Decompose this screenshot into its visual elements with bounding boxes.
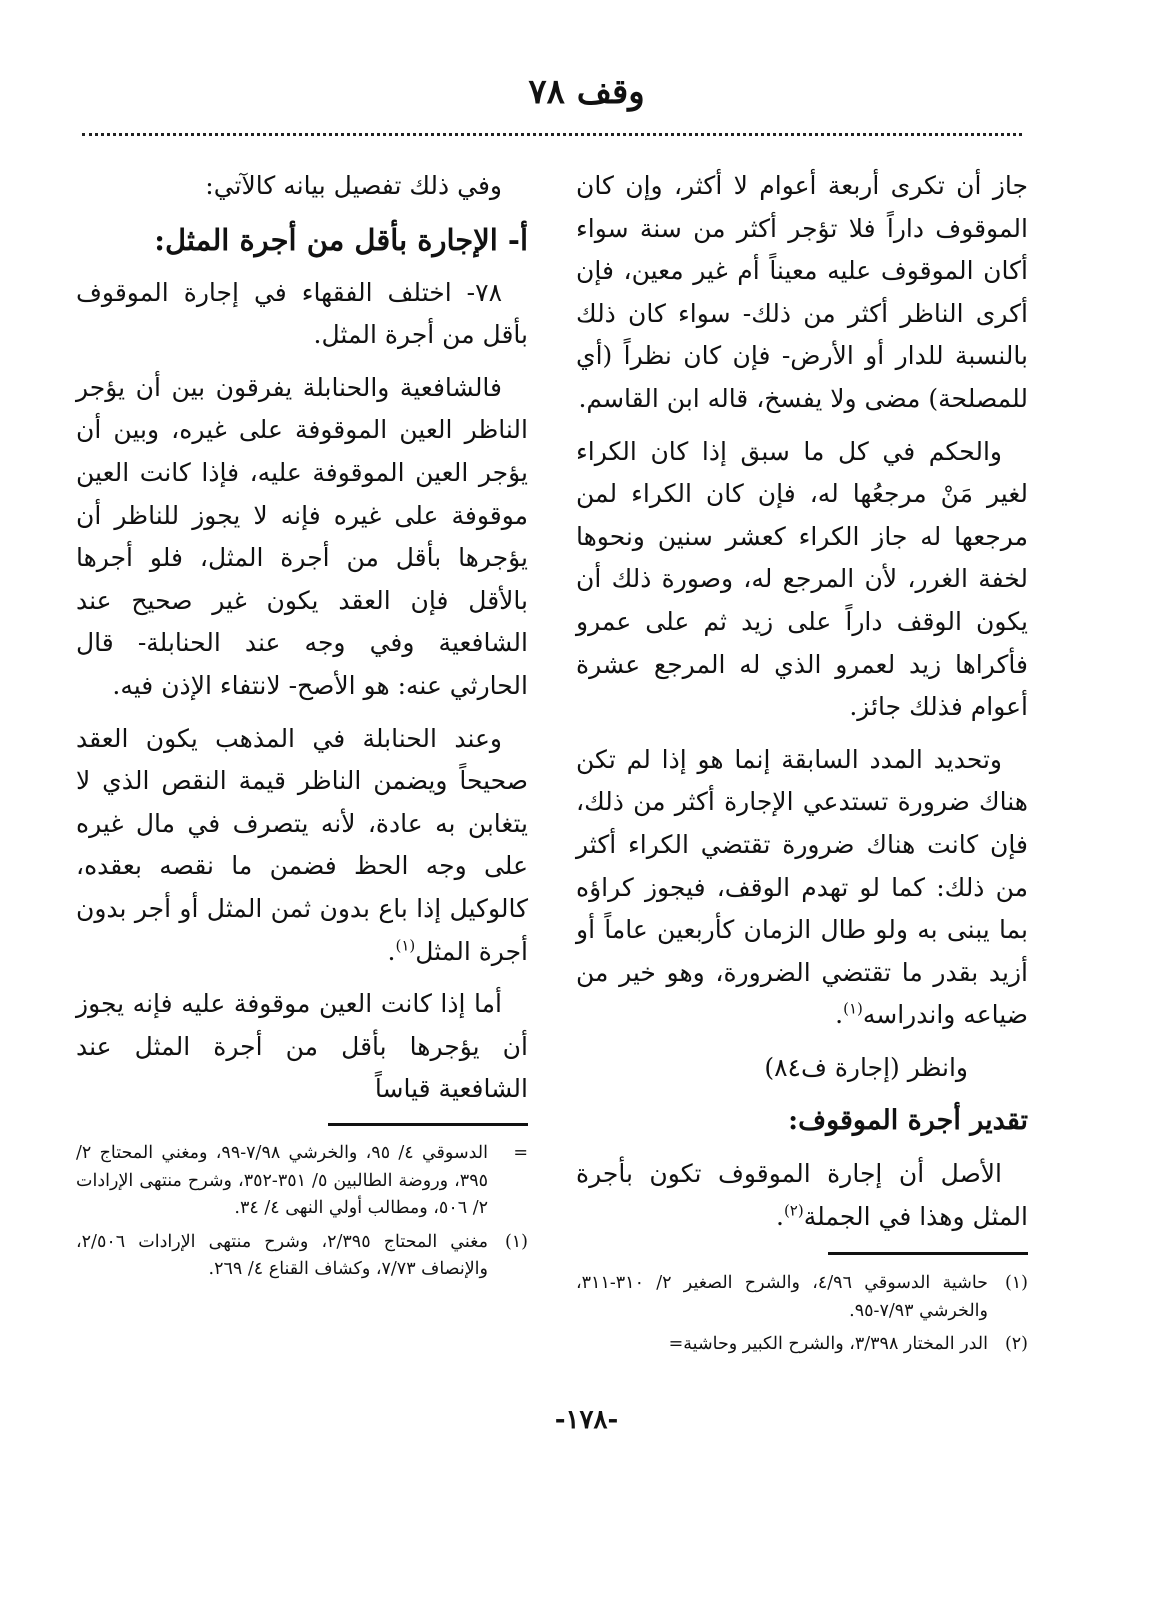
paragraph <box>76 718 528 974</box>
footnote-marker: (١) <box>504 1231 528 1252</box>
section-subheading: تقدير أجرة الموقوف: <box>788 1105 1028 1137</box>
paragraph: وتحديد المدد السابقة إنما هو إذا لم تكن هناك ضرورة تستدعي الإجارة أكثر من ذلك، فإن كانت هناك ضرورة تقتضي الكراء أكثر من ذلك: كما لو تهدم الوقف، فيجوز كراؤه بما يبنى به ولو طال الزمان كأربعين عاماً أو أزيد بقدر ما تقتضي الضرورة، وهو خير من ضياعه واندراسه$^{(١)}$. <box>576 744 1028 1030</box>
footnote <box>76 1229 528 1284</box>
paragraph: ٧٨- اختلف الفقهاء في إجارة الموقوف بأقل من أجرة المثل. <box>76 277 528 350</box>
left-footnotes <box>76 1140 528 1290</box>
right-column <box>576 165 1028 1249</box>
right-footnotes <box>576 1270 1028 1365</box>
page-header-title: وقف ٧٨ <box>528 72 645 112</box>
footnote-marker: (١) <box>1004 1273 1028 1293</box>
paragraph-text: الأصل أن إجارة الموقوف تكون بأجرة المثل وهذا في الجملة <box>576 1159 1028 1232</box>
footnote-text: حاشية الدسوقي ٤/٩٦، والشرح الصغير ٢/ ٣١٠-٣١١، والخرشي ٧/٩٣-٩٥. <box>576 1273 989 1321</box>
paragraph: وانظر (إجارة ف٨٤) <box>764 1052 968 1082</box>
footnote-ref[interactable]: (١) <box>395 936 416 955</box>
paragraph: والحكم في كل ما سبق إذا كان الكراء لغير مَنْ مرجعُها له، فإن كان الكراء لمن مرجعها له جاز الكراء كعشر سنين ونحوها لخفة الغرر، لأن المرجع له، وصورة ذلك أن يكون الوقف داراً على زيد ثم على عمرو فأكراها زيد لعمرو الذي له المرجع عشرة أعوام فذلك جائز. <box>576 436 1028 722</box>
left-column <box>76 165 528 1121</box>
paragraph: أما إذا كانت العين موقوفة عليه فإنه يجوز أن يؤجرها بأقل من أجرة المثل عند الشافعية قياساً <box>76 989 528 1104</box>
footnote-ref[interactable]: (٢) <box>783 1201 804 1220</box>
footnote <box>576 1270 1028 1325</box>
intro-line: وفي ذلك تفصيل بيانه كالآتي: <box>205 171 502 200</box>
punctuation: . <box>775 1202 784 1232</box>
right-footnote-rule <box>828 1252 1028 1255</box>
punctuation: . <box>387 936 396 966</box>
footnote-text: الدسوقي ٤/ ٩٥، والخرشي ٧/٩٨-٩٩، ومغني المحتاج ٢/ ٣٩٥، وروضة الطالبين ٥/ ٣٥١-٣٥٢، وشرح منتهى الإرادات ٢/ ٥٠٦، ومطالب أولي النهى ٤/ ٣٤. <box>76 1143 488 1218</box>
footnote <box>76 1140 528 1223</box>
footnote-ref[interactable]: (١) <box>843 999 863 1018</box>
header-dotted-rule <box>82 133 1022 136</box>
footnote-marker: = <box>513 1143 528 1163</box>
paragraph: جاز أن تكرى أربعة أعوام لا أكثر، وإن كان الموقوف داراً فلا تؤجر أكثر من سنة سواء أكان الموقوف عليه معيناً أم غير معين، فإن أكرى الناظر أكثر من ذلك- سواء كان ذلك بالنسبة للدار أو الأرض- فإن كان نظراً (أي للمصلحة) مضى ولا يفسخ، قاله ابن القاسم. <box>576 171 1028 413</box>
footnote <box>576 1331 1028 1359</box>
paragraph-text: وعند الحنابلة في المذهب يكون العقد صحيحاً ويضمن الناظر قيمة النقص الذي لا يتغابن به عادة، لأنه يتصرف في مال غيره على وجه الحظ فضمن ما نقصه بعقده، كالوكيل إذا باع بدون ثمن المثل أو أجر بدون أجرة المثل <box>76 723 528 966</box>
footnote-text: مغني المحتاج ٢/٣٩٥، وشرح منتهى الإرادات ٢/٥٠٦، والإنصاف ٧/٧٣، وكشاف القناع ٤/ ٢٦٩. <box>76 1231 488 1279</box>
paragraph <box>576 1153 1028 1238</box>
footnote-text: الدر المختار ٣/٣٩٨، والشرح الكبير وحاشية= <box>668 1334 988 1354</box>
left-footnote-rule <box>328 1123 528 1126</box>
section-heading: أ- الإجارة بأقل من أجرة المثل: <box>154 222 528 257</box>
page-number: -١٧٨- <box>554 1405 619 1435</box>
paragraph: فالشافعية والحنابلة يفرقون بين أن يؤجر الناظر العين الموقوفة على غيره، وبين أن يؤجر العين الموقوفة عليه، فإذا كانت العين موقوفة على غيره فإنه لا يجوز للناظر أن يؤجرها بأقل من أجرة المثل، فلو أجرها بالأقل فإن العقد يكون غير صحيح عند الشافعية وفي وجه عند الحنابلة- قال الحارثي عنه: هو الأصح- لانتفاء الإذن فيه. <box>76 372 528 700</box>
footnote-marker: (٢) <box>1004 1334 1028 1354</box>
paragraph-text: وتحديد المدد السابقة إنما هو إذا لم تكن هناك ضرورة تستدعي الإجارة أكثر من ذلك، فإن كانت هناك ضرورة تقتضي الكراء أكثر من ذلك: كما لو تهدم الوقف، فيجوز كراؤه بما يبنى به ولو طال الزمان كأربعين عاماً أو أزيد بقدر ما تقتضي الضرورة، وهو خير من ضياعه واندراسه <box>576 744 1028 1030</box>
